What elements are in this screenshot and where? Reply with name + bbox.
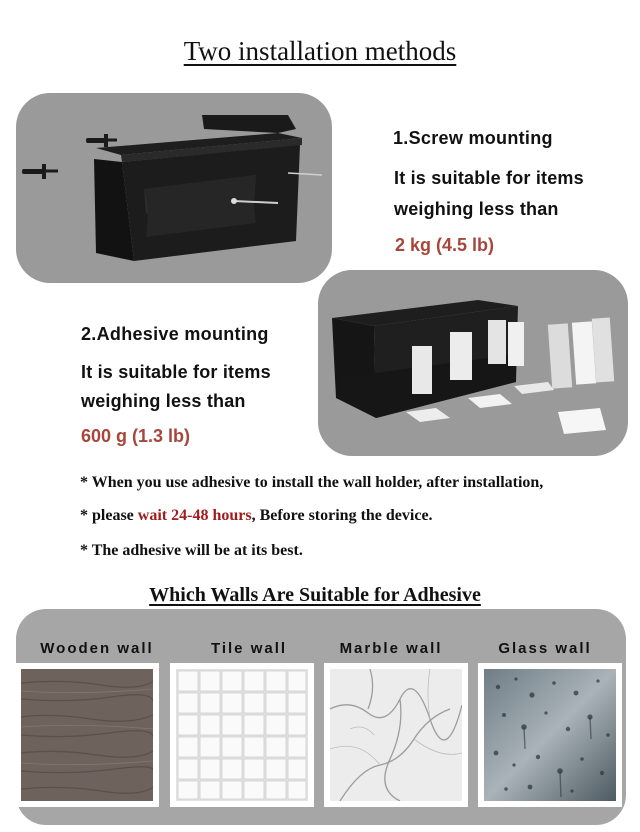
note-wait — [80, 507, 433, 525]
note-wait-prefix: * please — [80, 507, 138, 524]
marble-texture — [330, 669, 462, 801]
wall-label-wooden: Wooden wall — [40, 640, 154, 657]
walls-section-title: Which Walls Are Suitable for Adhesive — [149, 584, 481, 606]
tile-texture — [176, 669, 308, 801]
wall-label-marble: Marble wall — [339, 640, 443, 657]
adhesive-method-heading: 2.Adhesive mounting — [81, 324, 269, 344]
note-install: * When you use adhesive to install the wall holder, after installation, — [80, 474, 544, 491]
page-title: Two installation methods — [183, 36, 457, 66]
screw-icon — [22, 164, 58, 179]
screw-method-heading: 1.Screw mounting — [393, 128, 553, 148]
screw-icon — [86, 134, 117, 147]
adhesive-desc-line2: weighing less than — [81, 391, 246, 411]
wall-sample-glass — [478, 663, 622, 807]
glass-texture — [484, 669, 616, 801]
wood-texture — [21, 669, 153, 801]
note-wait-highlight: wait 24-48 hours — [137, 507, 252, 524]
adhesive-mounting-image — [318, 270, 628, 456]
screw-desc-line2: weighing less than — [394, 199, 559, 219]
wall-sample-wooden — [15, 663, 159, 807]
note-wait-suffix: , Before storing the device. — [251, 507, 433, 524]
screw-desc-line1: It is suitable for items — [394, 168, 584, 188]
wall-label-glass: Glass wall — [498, 640, 592, 657]
wall-label-tile: Tile wall — [210, 640, 288, 657]
adhesive-weight-limit: 600 g (1.3 lb) — [81, 426, 191, 446]
note-adhesive-best: * The adhesive will be at its best. — [80, 542, 303, 559]
screw-shelf-illustration — [16, 93, 332, 283]
adhesive-shelf-illustration — [318, 270, 628, 456]
wall-sample-tile — [170, 663, 314, 807]
adhesive-desc-line1: It is suitable for items — [81, 362, 271, 382]
screw-weight-limit: 2 kg (4.5 lb) — [395, 235, 495, 255]
screw-mounting-image — [16, 93, 332, 283]
wall-sample-marble — [324, 663, 468, 807]
